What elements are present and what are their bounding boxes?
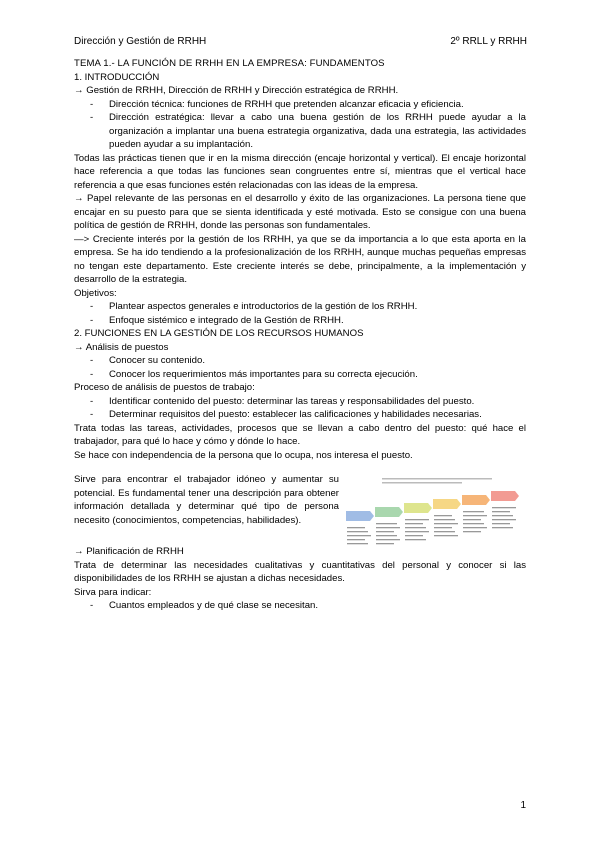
diagram-step-text-line — [376, 527, 400, 528]
section-1-heading: 1. INTRODUCCIÓN — [74, 71, 160, 83]
list-item: - Dirección estratégica: llevar a cabo una buena gestión de los RRHH puede ayudar a la organización a implantar una buena estrategia organizativa, dada una estrategia, las actividades pueden ayudar a su implantación. — [74, 111, 526, 152]
diagram-step-text-line — [492, 507, 516, 508]
diagram-title-line — [382, 478, 492, 480]
diagram-step-arrow — [433, 499, 461, 509]
diagram-step-text-line — [434, 535, 458, 536]
objectives-list — [74, 300, 526, 327]
diagram-step-text-line — [405, 539, 426, 540]
header-course-title: Dirección y Gestión de RRHH — [74, 36, 207, 47]
section-2-paragraph: Sirve para encontrar el trabajador idóneo y aumentar su potencial. Es fundamental tener una descripción para obtener información detallada y determinar qué tipo de persona necesito (conocimientos, competencias, habilidades). — [74, 474, 339, 526]
document-title: TEMA 1.- LA FUNCIÓN DE RRHH EN LA EMPRESA: FUNDAMENTOS — [74, 58, 385, 69]
diagram-step-text-line — [405, 527, 426, 528]
section-2-paragraph: Trata todas las tareas, actividades, procesos que se llevan a cabo dentro del puesto: qué hace el trabajador, para qué lo hace y cómo y dónde lo hace. — [74, 422, 526, 447]
diagram-step-text-line — [492, 511, 510, 512]
diagram-step-text-line — [492, 519, 516, 520]
section-1-paragraph: → Papel relevante de las personas en el desarrollo y éxito de las organizaciones. La persona tiene que encajar en su puesto para que se sienta identificada y esté motivada. Esto se consigue con una buena política de gestión de RRHH, donde las personas son fundamentales. — [74, 193, 526, 231]
list-item: - Enfoque sistémico e integrado de la Gestión de RRHH. — [74, 314, 526, 328]
section-1-bullets — [74, 98, 526, 152]
list-item: - Determinar requisitos del puesto: establecer las calificaciones y habilidades necesarias. — [74, 408, 526, 422]
diagram-step-text-line — [434, 515, 452, 516]
diagram-step-arrow — [375, 507, 403, 517]
diagram-step-text-line — [434, 523, 458, 524]
text-with-figure — [74, 473, 526, 545]
diagram-step-text-line — [347, 539, 365, 540]
section-1-paragraph: Todas las prácticas tienen que ir en la misma dirección (encaje horizontal y vertical). El encaje horizontal hace referencia a que todas las funciones sean congruentes entre sí, mientras que el vertical hace referencia a que esas funciones estén relacionadas con las ideas de la empresa. — [74, 152, 526, 191]
diagram-step-text-line — [405, 519, 429, 520]
diagram-step-text-line — [376, 543, 394, 544]
diagram-step-text-line — [463, 515, 487, 516]
diagram-step-text-line — [463, 511, 484, 512]
diagram-step-text-line — [463, 523, 484, 524]
sirva-bullets — [74, 599, 526, 613]
diagram-step-text-line — [347, 543, 368, 544]
section-2-paragraph: Se hace con independencia de la persona que lo ocupa, nos interesa el puesto. — [74, 449, 413, 461]
diagram-step-text-line — [405, 535, 423, 536]
diagram-step-text-line — [347, 527, 365, 528]
diagram-step-text-line — [463, 519, 481, 520]
diagram-step-text-line — [376, 535, 397, 536]
diagram-step-arrow — [404, 503, 432, 513]
diagram-step-arrow — [462, 495, 490, 505]
diagram-step-text-line — [492, 515, 513, 516]
diagram-step-text-line — [347, 535, 371, 536]
process-bullets — [74, 395, 526, 422]
section-2-paragraph: Trata de determinar las necesidades cualitativas y cuantitativas del personal y conocer si las disponibilidades de los RRHH se ajustan a dichas necesidades. — [74, 559, 526, 584]
page-number: 1 — [520, 800, 526, 811]
diagram-step-text-line — [434, 519, 455, 520]
diagram-step-text-line — [492, 523, 510, 524]
analysis-bullets — [74, 354, 526, 381]
diagram-step-text-line — [376, 531, 394, 532]
section-2-heading: 2. FUNCIONES EN LA GESTIÓN DE LOS RECURSOS HUMANOS — [74, 328, 364, 339]
subsection-heading: → Planificación de RRHH — [74, 546, 184, 557]
subsection-heading: → Análisis de puestos — [74, 341, 169, 353]
diagram-title-line — [382, 482, 462, 484]
list-item: - Conocer su contenido. — [74, 354, 526, 368]
header-degree: 2º RRLL y RRHH — [450, 36, 527, 47]
list-item: - Identificar contenido del puesto: determinar las tareas y responsabilidades del puesto. — [74, 395, 526, 409]
objectives-label: Objetivos: — [74, 287, 117, 299]
diagram-step-text-line — [347, 531, 368, 532]
diagram-step-text-line — [434, 531, 455, 532]
process-label: Proceso de análisis de puestos de trabajo: — [74, 382, 255, 393]
job-analysis-process-diagram — [344, 477, 526, 545]
diagram-step-text-line — [492, 527, 513, 528]
diagram-step-text-line — [463, 527, 487, 528]
diagram-step-text-line — [405, 531, 429, 532]
list-item: - Cuantos empleados y de qué clase se necesitan. — [74, 599, 526, 613]
document-body — [74, 57, 526, 613]
list-item: - Conocer los requerimientos más importantes para su correcta ejecución. — [74, 368, 526, 382]
diagram-step-text-line — [376, 523, 397, 524]
section-1-lead: → Gestión de RRHH, Dirección de RRHH y Dirección estratégica de RRHH. — [74, 85, 399, 96]
diagram-step-text-line — [405, 523, 423, 524]
list-item: - Plantear aspectos generales e introductorios de la gestión de los RRHH. — [74, 300, 526, 314]
section-1-paragraph: —> Creciente interés por la gestión de los RRHH, ya que se da importancia a lo que esta aporta en la empresa. Se ha ido tendiendo a la profesionalización de los RRHH, aunque muchas pequeñas empresas no tengan este departamento. Este creciente interés se debe, principalmente, a la implementación y desarrollo de la estrategia. — [74, 233, 526, 285]
diagram-step-text-line — [463, 531, 481, 532]
diagram-step-arrow — [491, 491, 519, 501]
diagram-step-text-line — [376, 539, 400, 540]
sirva-label: Sirva para indicar: — [74, 586, 152, 598]
list-item: - Dirección técnica: funciones de RRHH que pretenden alcanzar eficacia y eficiencia. — [74, 98, 526, 112]
diagram-step-text-line — [434, 527, 452, 528]
diagram-step-arrow — [346, 511, 374, 521]
